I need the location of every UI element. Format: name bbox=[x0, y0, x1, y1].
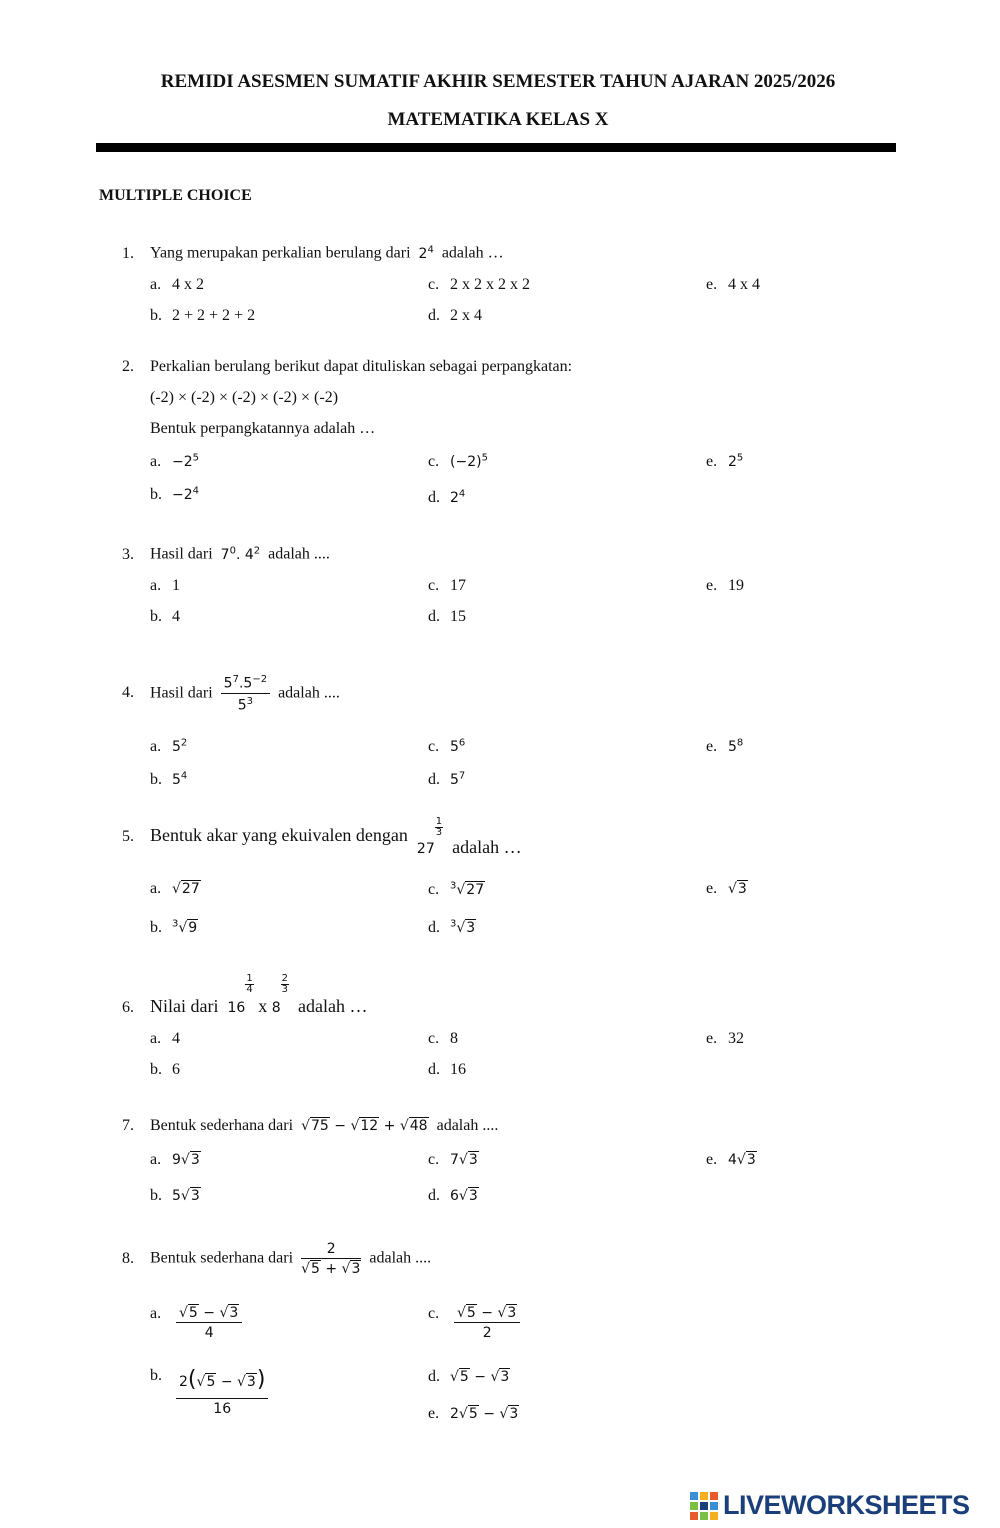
q8-option-a[interactable]: a. $\frac{√5 - √3}{4}$ bbox=[150, 1305, 242, 1341]
q2-prompt: Bentuk perpangkatannya adalah … bbox=[150, 420, 376, 437]
page-subtitle: MATEMATIKA KELAS X bbox=[387, 109, 609, 130]
header-rule bbox=[96, 143, 896, 152]
q3-option-d[interactable]: d. 15 bbox=[428, 608, 466, 625]
q4-option-a[interactable]: a. $5^2$ bbox=[150, 737, 188, 755]
q7-expression: √75 − √12 + √48 bbox=[301, 1118, 428, 1134]
question-7: 7. Bentuk sederhana dari √75 − √12 + √48 adalah .... bbox=[122, 1117, 499, 1134]
q6-option-e[interactable]: e. 32 bbox=[706, 1030, 744, 1047]
question-6: 6. Nilai dari $_{16 \frac{1}{4}}$ x $_{8 \frac{2}{3}}$ adalah … bbox=[122, 973, 368, 1016]
q7-option-e[interactable]: e. 4√3 bbox=[706, 1151, 756, 1168]
q8-fraction: $\frac{2}{√5 + √3}$ bbox=[301, 1241, 361, 1277]
q5-option-d[interactable]: d. $^3$√3 bbox=[428, 918, 476, 936]
q5-option-c[interactable]: c. $^3$√27 bbox=[428, 880, 485, 898]
q8-option-e[interactable]: e. 2√5 − √3 bbox=[428, 1405, 519, 1422]
question-2: 2. Perkalian berulang berikut dapat dituliskan sebagai perpangkatan: bbox=[122, 358, 573, 375]
q1-option-e[interactable]: e. 4 x 4 bbox=[706, 276, 760, 293]
q4-option-e[interactable]: e. $5^8$ bbox=[706, 737, 744, 755]
q4-fraction: $\frac{5^7.5^{-2}}{5^3}$ bbox=[221, 674, 270, 713]
q4-option-b[interactable]: b. $5^4$ bbox=[150, 770, 188, 788]
q2-expression: (-2) × (-2) × (-2) × (-2) × (-2) bbox=[150, 389, 339, 406]
q6-option-b[interactable]: b. 6 bbox=[150, 1061, 180, 1078]
q1-option-d[interactable]: d. 2 x 4 bbox=[428, 307, 482, 324]
q7-option-d[interactable]: d. 6√3 bbox=[428, 1187, 478, 1204]
q4-option-c[interactable]: c. $5^6$ bbox=[428, 737, 466, 755]
q3-option-e[interactable]: e. 19 bbox=[706, 577, 744, 594]
q4-option-d[interactable]: d. $5^7$ bbox=[428, 770, 466, 788]
logo-grid-icon bbox=[690, 1492, 718, 1520]
q2-option-a[interactable]: a. $-2^5$ bbox=[150, 452, 200, 470]
q5-power: 27 1 3 bbox=[416, 816, 443, 857]
q1-option-c[interactable]: c. 2 x 2 x 2 x 2 bbox=[428, 276, 530, 293]
q2-option-d[interactable]: d. $2^4$ bbox=[428, 488, 466, 506]
question-1: 1. Yang merupakan perkalian berulang dari $2^4$ adalah … bbox=[122, 244, 504, 262]
q6-option-d[interactable]: d. 16 bbox=[428, 1061, 466, 1078]
q2-option-b[interactable]: b. $-2^4$ bbox=[150, 485, 200, 503]
logo-text: LIVEWORKSHEETS bbox=[723, 1490, 970, 1520]
q7-option-c[interactable]: c. 7√3 bbox=[428, 1151, 478, 1168]
q5-option-a[interactable]: a. √27 bbox=[150, 880, 200, 897]
q2-option-c[interactable]: c. $(-2)^5$ bbox=[428, 452, 488, 470]
q3-option-a[interactable]: a. 1 bbox=[150, 577, 180, 594]
question-5: 5. Bentuk akar yang ekuivalen dengan $_{27 \frac{1}{3}}$ adalah … bbox=[122, 816, 522, 857]
q5-option-b[interactable]: b. $^3$√9 bbox=[150, 918, 198, 936]
q8-option-d[interactable]: d. √5 − √3 bbox=[428, 1368, 510, 1385]
q1-power: $2^4$ bbox=[418, 244, 434, 262]
page-title: REMIDI ASESMEN SUMATIF AKHIR SEMESTER TAHUN AJARAN 2025/2026 bbox=[160, 71, 836, 92]
q8-option-b[interactable]: b. $\frac{2(√5 - √3)}{16}$ bbox=[150, 1367, 268, 1417]
question-4: 4. Hasil dari $\frac{5^7.5^{-2}}{5^3}$ adalah .... bbox=[122, 674, 340, 714]
q5-option-e[interactable]: e. √3 bbox=[706, 880, 747, 897]
q1-option-b[interactable]: b. 2 + 2 + 2 + 2 bbox=[150, 307, 256, 324]
q2-option-e[interactable]: e. $2^5$ bbox=[706, 452, 744, 470]
question-3: 3. Hasil dari $7^0$. $4^2$ adalah .... bbox=[122, 545, 330, 563]
q8-option-c[interactable]: c. $\frac{√5 - √3}{2}$ bbox=[428, 1305, 520, 1341]
liveworksheets-logo[interactable] bbox=[690, 1490, 970, 1521]
section-title: MULTIPLE CHOICE bbox=[99, 187, 252, 204]
q3-expression: $7^0$. $4^2$ bbox=[220, 545, 261, 563]
q6-expression: 16 1 4 bbox=[227, 973, 253, 1016]
q6-option-a[interactable]: a. 4 bbox=[150, 1030, 180, 1047]
q3-option-b[interactable]: b. 4 bbox=[150, 608, 180, 625]
q6-option-c[interactable]: c. 8 bbox=[428, 1030, 458, 1047]
q3-option-c[interactable]: c. 17 bbox=[428, 577, 466, 594]
q7-option-a[interactable]: a. 9√3 bbox=[150, 1151, 200, 1168]
q1-option-a[interactable]: a. 4 x 2 bbox=[150, 276, 204, 293]
question-8: 8. Bentuk sederhana dari $\frac{2}{√5 + √3}$ adalah .... bbox=[122, 1241, 432, 1277]
q7-option-b[interactable]: b. 5√3 bbox=[150, 1187, 200, 1204]
